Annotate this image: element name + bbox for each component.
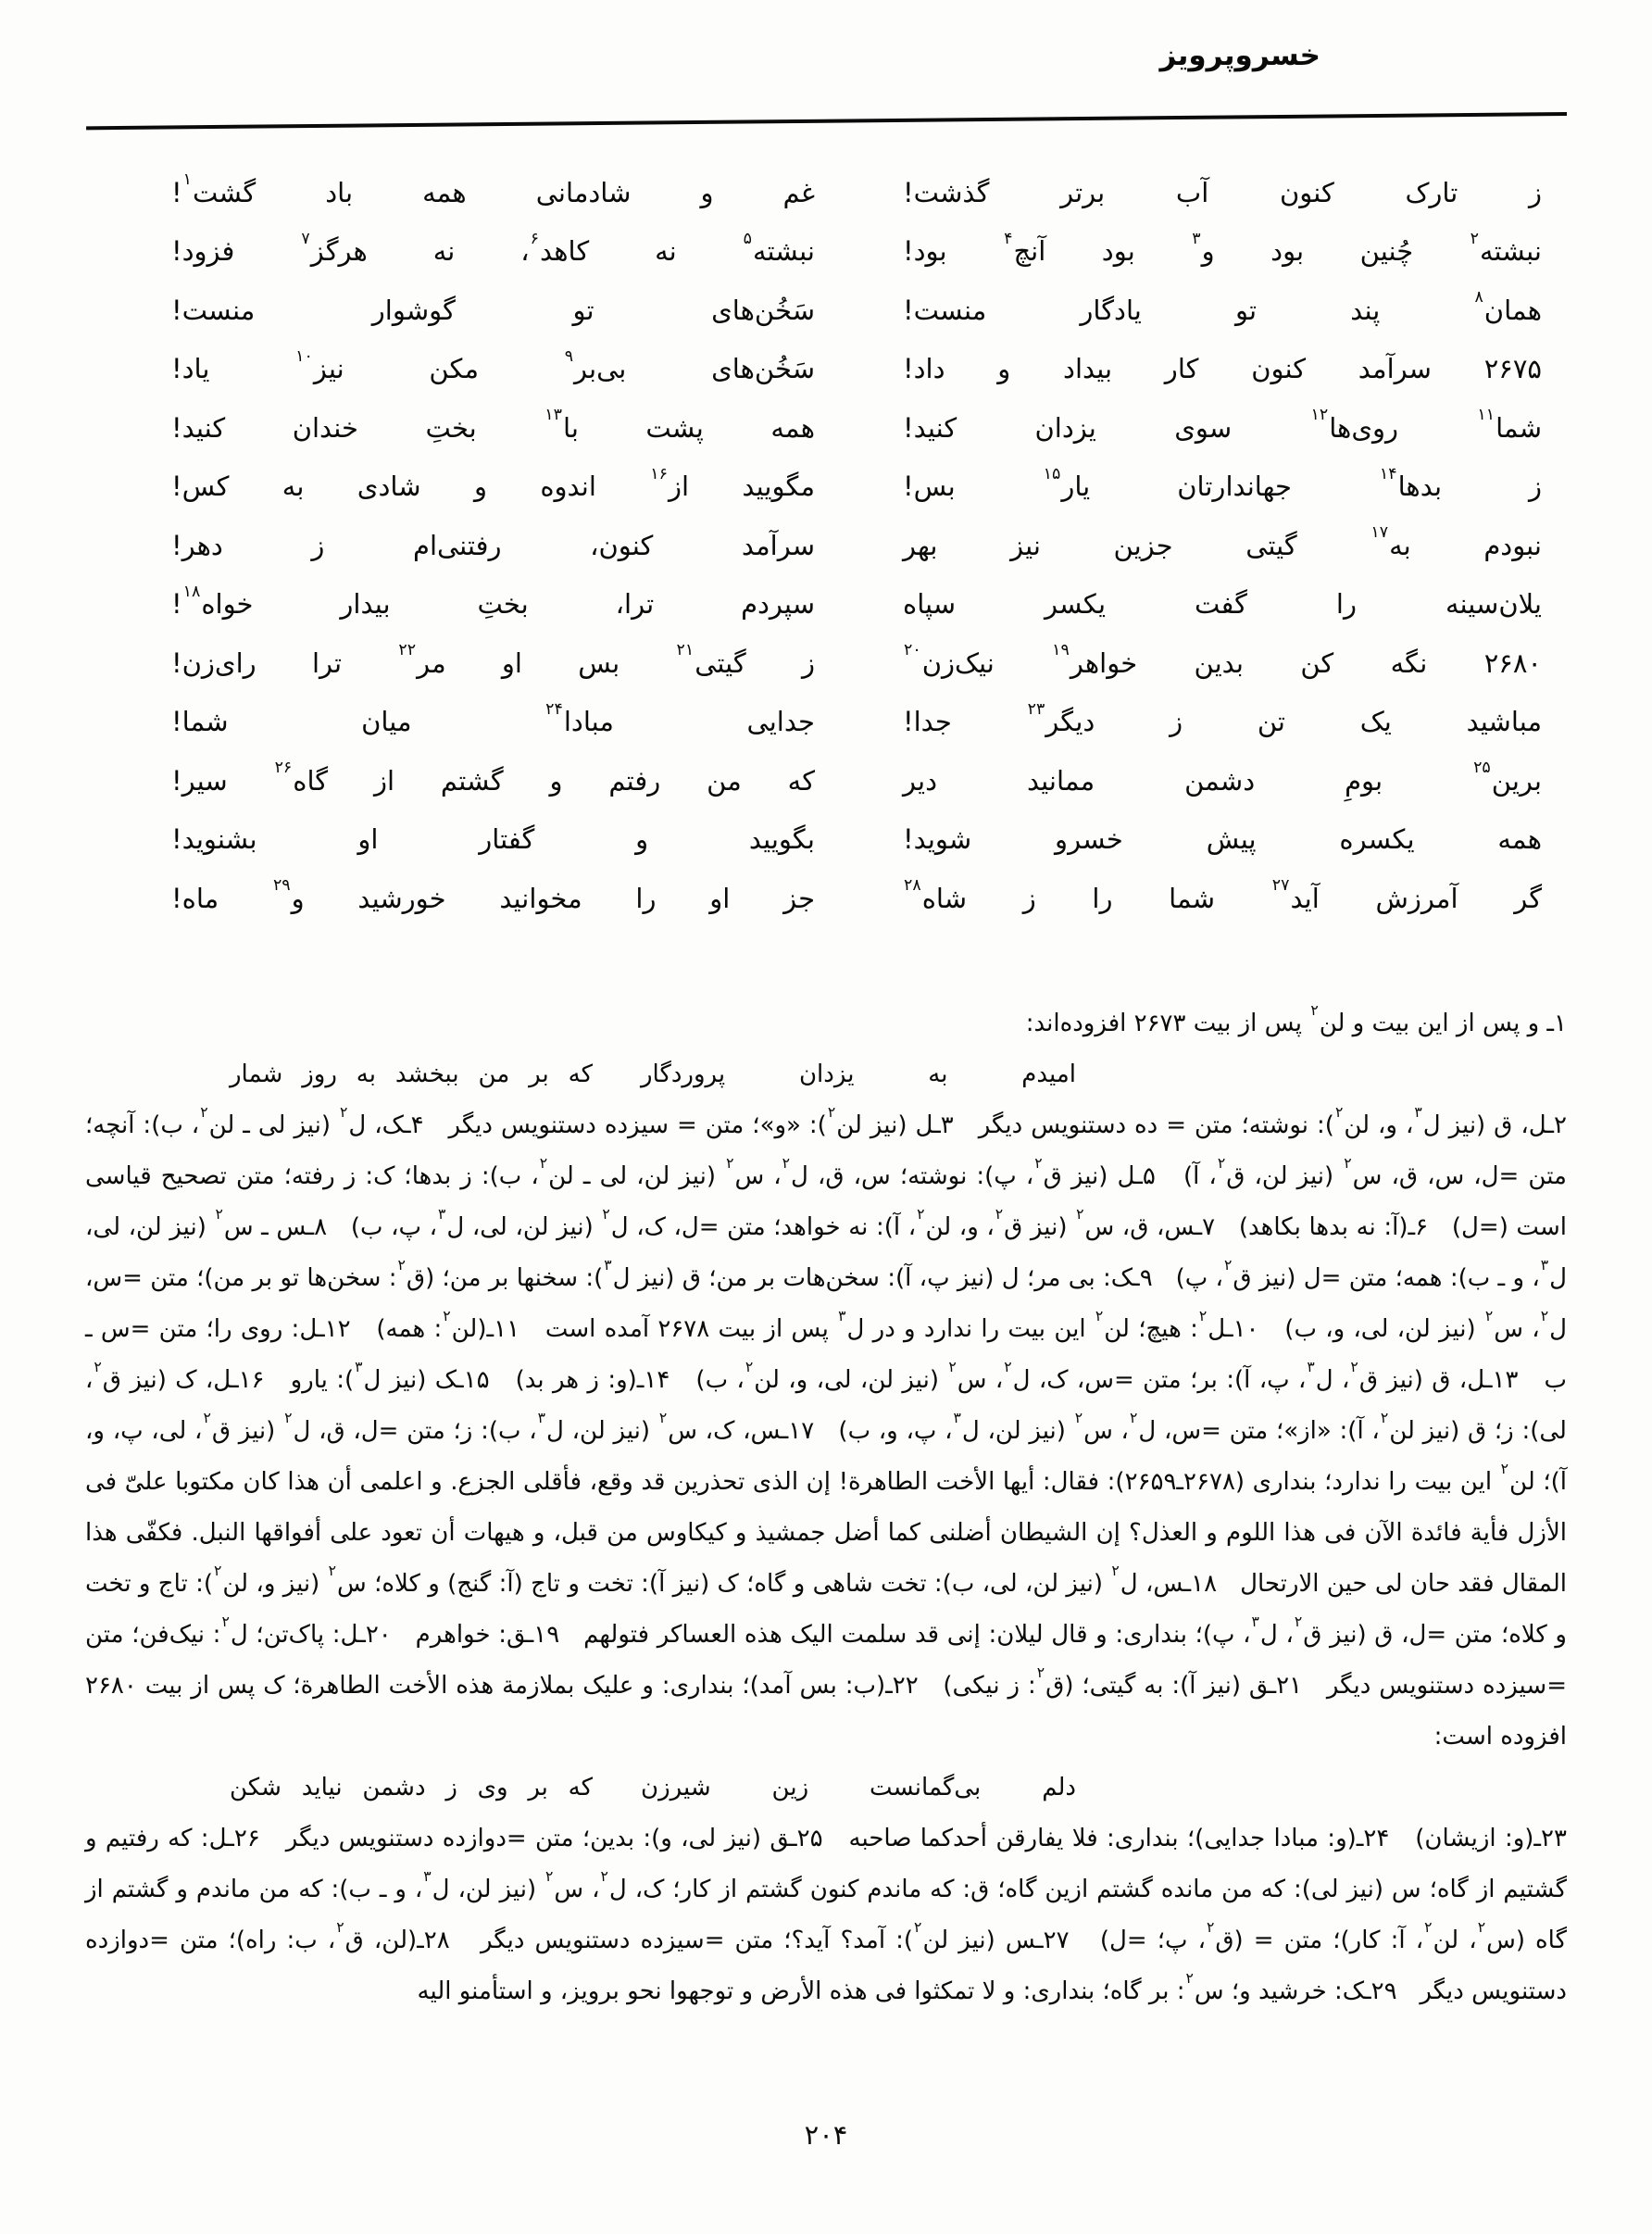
footnote-ref: ۲ <box>221 1613 230 1631</box>
hemistich-right: ۲۶۸۰ نگه کن بدین خواهر$^{۱۹}$ نیک‌زن$^{۲۰}$ <box>904 641 1542 679</box>
footnote-ref: ۱۱ <box>1477 406 1496 425</box>
footnote-ref: ۷ <box>301 229 310 248</box>
footnote-ref: ۳ <box>423 1868 432 1886</box>
footnote-ref: ۲ <box>397 1257 406 1274</box>
footnote-ref: ۲۸ <box>904 876 921 896</box>
footnote-ref: ۲۴ <box>545 699 563 719</box>
footnote-ref: ۲ <box>1380 1410 1389 1427</box>
footnote-paragraph: ۲۳ـ(و: ازیشان) ۲۴ـ(و: مبادا جدایی)؛ بنداری: فلا یفارقن أحدکما صاحبه ۲۵ـق (نیز لی، و): بدین؛ متن =دوازده دستنویس دیگر ۲۶ـل: که رفتیم و گشتیم از گاه؛ س (نیز لی): که من مانده گشتم ازین گاه؛ ق: که ماندم کنون گشتم از کار؛ ک، ل$^۲$، س$^۲$ (نیز لن، ل$^۳$، و ـ ب): که من ماندم و گشتم از گاه (س$^۲$، لن$^۲$، آ: کار)؛ متن = (ق$^۲$، پ؛ =ل) ۲۷ـس (نیز لن$^۲$): آمد؟ آید؟؛ متن =سیزده دستنویس دیگر ۲۸ـ(لن، ق$^۲$، ب: راه)؛ متن =دوازده دستنویس دیگر ۲۹ـک: خرشید و؛ س$^۲$: بر گاه؛ بنداری: و لا تمکثوا فی هذه الأرض و توجهوا نحو برویز، و استأمنو الیه <box>85 1825 1567 2005</box>
footnote-ref: ۱۵ <box>1043 464 1061 483</box>
poem <box>171 163 1542 928</box>
footnote-ref: ۱۴ <box>1379 464 1397 483</box>
footnote-ref: ۲ <box>1223 1257 1233 1274</box>
hemistich-right: شما$^{۱۱}$ روی‌ها$^{۱۲}$ سوی یزدان کنید! <box>903 406 1542 444</box>
footnote-hemistich-left: که بر من ببخشد به روز شمار <box>230 1061 593 1088</box>
footnote-ref: ۲ <box>995 1206 1004 1224</box>
footnote-ref: ۲ <box>1185 1970 1194 1988</box>
footnote-ref: ۲ <box>1310 1002 1319 1020</box>
footnote-ref: ۲ <box>1334 1104 1344 1122</box>
footnote-ref: ۱۹ <box>1052 641 1070 660</box>
verse-row <box>171 634 1542 693</box>
footnote-ref: ۲ <box>1111 1563 1120 1580</box>
footnote-ref: ۲ <box>1484 1308 1494 1325</box>
verse-row <box>171 810 1542 870</box>
verse-number: ۲۶۷۵ <box>1483 353 1543 385</box>
footnote-ref: ۲ <box>213 1563 222 1580</box>
footnote-ref: ۳ <box>1414 1104 1422 1122</box>
footnote-ref: ۳ <box>1192 229 1201 248</box>
footnote-ref: ۲ <box>1206 1919 1215 1937</box>
footnote-verse-row <box>85 1049 1076 1100</box>
hemistich-right: نبودم به$^{۱۷}$ گیتی جزین نیز بهر <box>903 523 1542 561</box>
hemistich-right: برین$^{۲۵}$ بومِ دشمن ممانید دیر <box>903 759 1542 797</box>
footnote-ref: ۲ <box>1095 1308 1104 1325</box>
hemistich-left: بگویید و گفتار او بشنوید! <box>171 823 815 856</box>
hemistich-right: گر آمرزش آید$^{۲۷}$ شما را ز شاه$^{۲۸}$ <box>904 876 1542 914</box>
footnote-ref: ۹ <box>564 346 574 366</box>
footnote-ref: ۲ <box>1198 1308 1208 1325</box>
footnote-ref: ۲ <box>726 1155 734 1173</box>
footnote-ref: ۱۸ <box>182 582 201 601</box>
footnote-ref: ۲۲ <box>398 641 417 660</box>
footnote-ref: ۲ <box>1344 1155 1352 1173</box>
footnote-ref: ۱۲ <box>1310 406 1329 425</box>
footnote-ref: ۲ <box>1350 1359 1358 1376</box>
footnote-ref: ۲ <box>782 1155 791 1173</box>
footnote-paragraph: ۲ـل، ق (نیز ل$^۳$، و، لن$^۲$): نوشته؛ متن = ده دستنویس دیگر ۳ـل (نیز لن$^۲$): «و»؛ متن = سیزده دستنویس دیگر ۴ـک، ل$^۲$ (نیز لی ـ لن$^۲$، ب): آنچه؛ متن =ل، س، ق، س$^۲$ (نیز لن، ق$^۲$، آ) ۵ـل (نیز ق$^۲$، پ): نوشته؛ س، ق، ل$^۲$، س$^۲$ (نیز لن، لی ـ لن$^۲$، ب): ز بدها؛ ک: ز رفته؛ متن تصحیح قیاسی است (=ل) ۶ـ(آ: نه بدها بکاهد) ۷ـس، ق، س$^۲$ (نیز ق$^۲$، و، لن$^۲$، آ): نه خواهد؛ متن =ل، ک، ل$^۲$ (نیز لن، لی، ل$^۳$، پ، ب) ۸ـس ـ س$^۲$ (نیز لن، لی، ل$^۳$، و ـ ب): همه؛ متن =ل (نیز ق$^۲$، پ) ۹ـک: بی مر؛ ل (نیز پ، آ): سخن‌هات بر من؛ ق (نیز ل$^۳$): سخنها بر من؛ (ق$^۲$: سخن‌ها تو بر من)؛ متن =س، ل$^۲$، س$^۲$ (نیز لن، لی، و، ب) ۱۰ـل$^۲$: هیچ؛ لن$^۲$ این بیت را ندارد و در ل$^۳$ پس از بیت ۲۶۷۸ آمده است ۱۱ـ(لن$^۲$: همه) ۱۲ـل: روی را؛ متن =س ـ ب ۱۳ـل، ق (نیز ق$^۲$، ل$^۳$، پ، آ): بر؛ متن =س، ک، ل$^۲$، س$^۲$ (نیز لن، لی، و، لن$^۲$، ب) ۱۴ـ(و: ز هر بد) ۱۵ـک (نیز ل$^۳$): یارو ۱۶ـل، ک (نیز ق$^۲$، لی): ز؛ ق (نیز لن$^۲$، آ): «از»؛ متن =س، ل$^۲$، س$^۲$ (نیز لن، ل$^۳$، پ، و، ب) ۱۷ـس، ک، س$^۲$ (نیز لن، ل$^۳$، ب): ز؛ متن =ل، ق، ل$^۲$ (نیز ق$^۲$، لی، پ، و، آ)؛ لن$^۲$ این بیت را ندارد؛ بنداری (۲۶۷۸ـ۲۶۵۹): فقال: أیها الأخت الطاهرة! إن الذی تحذرین قد وقع، فأقلی الجزع. و اعلمی أن هذا کان مکتوبا علیّ فی الأزل فأیة فائدة الآن فی هذا اللوم و العذل؟ إن الشیطان أضلنی کما أضل جمشیذ و کیکاوس من قبل، و هیهات أن تعود علی أفواقها النبل. فکفّی هذا المقال فقد حان لی حین الارتحال ۱۸ـس، ل$^۲$ (نیز لن، لی، ب): تخت شاهی و گاه؛ ک (نیز آ): تخت و تاج (آ: گنج) و کلاه؛ س$^۲$ (نیز و، لن$^۲$): تاج و تخت و کلاه؛ متن =ل، ق (نیز ق$^۲$، ل$^۳$، پ)؛ بنداری: و قال لیلان: إنی قد سلمت الیک هذه العساکر فتولهم ۱۹ـق: خواهرم ۲۰ـل: پاک‌تن؛ ل$^۲$: نیک‌فن؛ متن =سیزده دستنویس دیگر ۲۱ـق (نیز آ): به گیتی؛ (ق$^۲$: ز نیکی) ۲۲ـ(ب: بس آمد)؛ بنداری: و علیک بملازمة هذه الأخت الطاهرة؛ ک پس از بیت ۲۶۸۰ افزوده است: <box>85 1104 1568 1751</box>
verse-row <box>171 340 1542 399</box>
hemistich-right: یلان‌سینه را گفت یکسر سپاه <box>903 588 1542 621</box>
footnote-ref: ۲ <box>600 1868 608 1886</box>
verse-row <box>171 163 1542 222</box>
hemistich-left: غم و شادمانی همه باد گشت$^۱$! <box>171 170 815 208</box>
footnote-ref: ۱۶ <box>650 464 668 483</box>
chapter-title: خسروپرویز <box>1159 39 1320 72</box>
hemistich-left: که من رفتم و گشتم از گاه$^{۲۶}$ سیر! <box>171 759 815 797</box>
verse-row <box>171 398 1542 458</box>
footnote-ref: ۳ <box>604 1257 612 1274</box>
footnote-ref: ۲۷ <box>1271 876 1290 896</box>
verse-row <box>171 575 1542 634</box>
verse-row <box>171 869 1542 928</box>
verse-row <box>171 222 1542 282</box>
hemistich-right: همه یکسره پیش خسرو شوید! <box>903 823 1542 856</box>
footnote-hemistich-left: که بر وی ز دشمن نیاید شکن <box>230 1774 593 1801</box>
footnote-ref: ۲ <box>94 1359 102 1376</box>
footnote-ref: ۲ <box>1477 1919 1486 1937</box>
hemistich-right: نبشته$^۲$ چُنین بود و$^۳$ بود آنچ$^۴$ بود! <box>903 229 1542 268</box>
hemistich-left: جدایی مبادا$^{۲۴}$ میان شما! <box>171 699 815 738</box>
hemistich-left: سَخُن‌های تو گوشوار منست! <box>171 294 815 326</box>
footnote-ref: ۲۰ <box>904 641 921 660</box>
hemistich-left: مگویید از$^{۱۶}$ اندوه و شادی به کس! <box>171 464 815 503</box>
hemistich-left: ز گیتی$^{۲۱}$ بس او مر$^{۲۲}$ ترا رای‌زن! <box>171 641 815 679</box>
verse-number: ۲۶۸۰ <box>1483 646 1542 679</box>
footnote-ref: ۲ <box>1217 1155 1226 1173</box>
footnote-ref: ۲ <box>340 1104 348 1122</box>
verse-row <box>171 751 1542 810</box>
footnote-ref: ۲ <box>328 1563 337 1580</box>
footnote-ref: ۲ <box>1294 1613 1303 1631</box>
footnote-ref: ۲ <box>545 1868 554 1886</box>
footnote-ref: ۸ <box>1474 288 1483 307</box>
hemistich-left: جز او را مخوانید خورشید و$^{۲۹}$ ماه! <box>171 876 815 914</box>
footnote-ref: ۲ <box>336 1919 344 1937</box>
hemistich-right: ز بدها$^{۱۴}$ جهاندارتان یار$^{۱۵}$ بس! <box>903 464 1542 503</box>
footnote-ref: ۲ <box>1034 1155 1043 1173</box>
footnote-ref: ۳ <box>1307 1359 1315 1376</box>
header-rule <box>86 112 1567 130</box>
footnote-ref: ۳ <box>1251 1613 1259 1631</box>
footnote-ref: ۲ <box>658 1410 668 1427</box>
footnote-ref: ۲ <box>1470 229 1479 248</box>
footnote-ref: ۲ <box>1129 1410 1138 1427</box>
footnote-hemistich-right: امیدم به یزدان پروردگار <box>641 1061 1076 1088</box>
footnote-ref: ۲ <box>215 1206 223 1224</box>
footnotes <box>85 998 1567 2017</box>
footnote-ref: ۲ <box>1500 1461 1509 1478</box>
footnote-ref: ۴ <box>1004 229 1013 248</box>
footnote-ref: ۲ <box>1074 1410 1083 1427</box>
footnote-ref: ۲ <box>917 1206 925 1224</box>
footnote-ref: ۲ <box>443 1308 451 1325</box>
footnote-ref: ۲ <box>203 1410 211 1427</box>
footnote-ref: ۱۷ <box>1370 523 1389 543</box>
hemistich-left: سرآمد کنون، رفتنی‌ام ز دهر! <box>171 529 815 561</box>
footnote-ref: ۳ <box>953 1410 961 1427</box>
footnote-ref: ۲ <box>914 1919 922 1937</box>
footnote-ref: ۲ <box>827 1104 836 1122</box>
footnote-ref: ۲ <box>284 1410 293 1427</box>
footnote-ref: ۳ <box>537 1410 545 1427</box>
footnote-ref: ۳ <box>437 1206 446 1224</box>
footnote-intro: ۱ـ و پس از این بیت و لن$^۲$ پس از بیت ۲۶۷۳ افزوده‌اند: <box>1025 1002 1567 1037</box>
footnote-ref: ۲ <box>1424 1919 1433 1937</box>
footnote-ref: ۲۳ <box>1027 699 1045 719</box>
footnote-ref: ۲ <box>1540 1308 1549 1325</box>
hemistich-left: همه پشت با$^{۱۳}$ بختِ خندان کنید! <box>171 406 815 444</box>
footnote-hemistich-right: دلم بی‌گمانست زین شیرزن <box>641 1774 1076 1801</box>
footnote-ref: ۲۹ <box>272 876 291 896</box>
page-number: ۲۰۴ <box>804 2119 848 2151</box>
footnote-ref: ۳ <box>1540 1257 1549 1274</box>
footnote-ref: ۱۰ <box>295 346 313 366</box>
hemistich-right: ۲۶۷۵ سرآمد کنون کار بیداد و داد! <box>903 353 1543 385</box>
footnote-ref: ۲ <box>539 1155 548 1173</box>
verse-row <box>171 693 1542 752</box>
footnote-ref: ۲ <box>602 1206 610 1224</box>
footnote-ref: ۵ <box>743 229 752 248</box>
footnote-ref: ۱۳ <box>544 406 562 425</box>
hemistich-right: مباشید یک تن ز دیگر$^{۲۳}$ جدا! <box>903 699 1542 738</box>
footnote-ref: ۲ <box>1076 1206 1084 1224</box>
verse-row <box>171 516 1542 575</box>
footnote-ref: ۲ <box>200 1104 208 1122</box>
hemistich-left: سپردم ترا، بختِ بیدار خواه$^{۱۸}$! <box>171 582 815 621</box>
footnote-ref: ۳ <box>355 1359 363 1376</box>
footnote-ref: ۲ <box>1036 1664 1045 1682</box>
footnote-ref: ۲۱ <box>676 641 695 660</box>
footnote-ref: ۱ <box>182 170 192 190</box>
hemistich-right: ز تارک کنون آب برتر گذشت! <box>903 176 1542 208</box>
hemistich-right: همان$^۸$ پند تو یادگار منست! <box>903 288 1542 326</box>
hemistich-left: سَخُن‌های بی‌بر$^۹$ مکن نیز$^{۱۰}$ یاد! <box>171 346 815 385</box>
footnote-ref: ۲ <box>1004 1359 1012 1376</box>
footnote-ref: ۲ <box>745 1359 754 1376</box>
hemistich-left: نبشته$^۵$ نه کاهد$^۶$، نه هرگز$^۷$ فزود! <box>171 229 815 268</box>
footnote-verse-row <box>85 1763 1076 1814</box>
footnote-ref: ۲ <box>948 1359 957 1376</box>
verse-row <box>171 281 1542 340</box>
footnote-ref: ۲۶ <box>274 759 293 778</box>
footnote-ref: ۳ <box>838 1308 846 1325</box>
footnote-ref: ۶ <box>530 229 539 248</box>
verse-row <box>171 458 1542 517</box>
footnote-ref: ۲۵ <box>1473 759 1491 778</box>
